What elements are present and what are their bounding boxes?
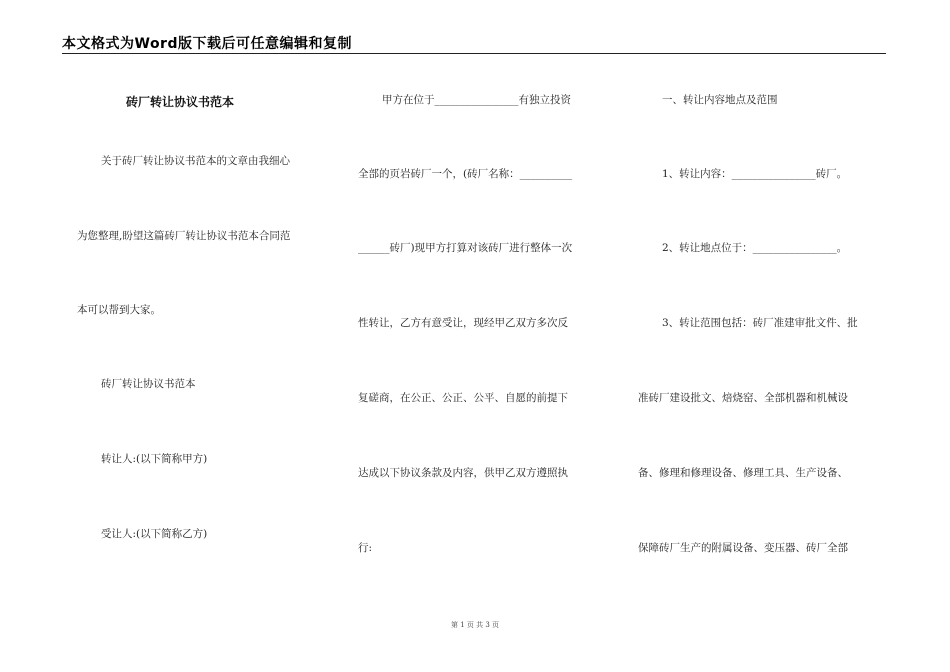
middle-line-7: 行: <box>358 542 373 554</box>
document-title: 砖厂转让协议书范本 <box>126 95 235 109</box>
download-notice-banner: 本文格式为Word版下载后可任意编辑和复制 <box>62 36 352 52</box>
left-line-1: 关于砖厂转让协议书范本的文章由我细心 <box>101 155 290 167</box>
right-line-5: 准砖厂建设批文、焙烧窑、全部机器和机械设 <box>638 392 848 404</box>
right-line-2: 1、转让内容：________________砖厂。 <box>662 168 848 180</box>
right-line-7: 保障砖厂生产的附属设备、变压器、砖厂全部 <box>638 542 848 554</box>
middle-line-6: 达成以下协议条款及内容，供甲乙双方遵照执 <box>358 467 568 479</box>
middle-line-2: 全部的页岩砖厂一个，(砖厂名称：__________ <box>358 168 573 180</box>
left-line-2: 为您整理,盼望这篇砖厂转让协议书范本合同范 <box>77 230 291 242</box>
left-line-6: 受让人:(以下简称乙方) <box>101 528 208 540</box>
header-rule <box>62 53 886 54</box>
right-line-1: 一、转让内容地点及范围 <box>662 94 778 106</box>
page-number-footer: 第 1 页 共 3 页 <box>450 621 500 629</box>
right-line-4: 3、转让范围包括：砖厂准建审批文件、批 <box>662 317 858 329</box>
left-line-4: 砖厂转让协议书范本 <box>101 378 196 390</box>
middle-line-3: ______砖厂)现甲方打算对该砖厂进行整体一次 <box>358 242 573 254</box>
left-line-3: 本可以帮到大家。 <box>77 304 161 316</box>
left-line-5: 转让人:(以下简称甲方) <box>101 453 208 465</box>
right-line-3: 2、转让地点位于：________________。 <box>662 242 848 254</box>
middle-line-1: 甲方在位于________________有独立投资 <box>382 94 571 106</box>
middle-line-5: 复磋商，在公正、公正、公平、自愿的前提下 <box>358 392 568 404</box>
middle-line-4: 性转让，乙方有意受让，现经甲乙双方多次反 <box>358 317 568 329</box>
right-line-6: 备、修理和修理设备、修理工具、生产设备、 <box>638 467 848 479</box>
